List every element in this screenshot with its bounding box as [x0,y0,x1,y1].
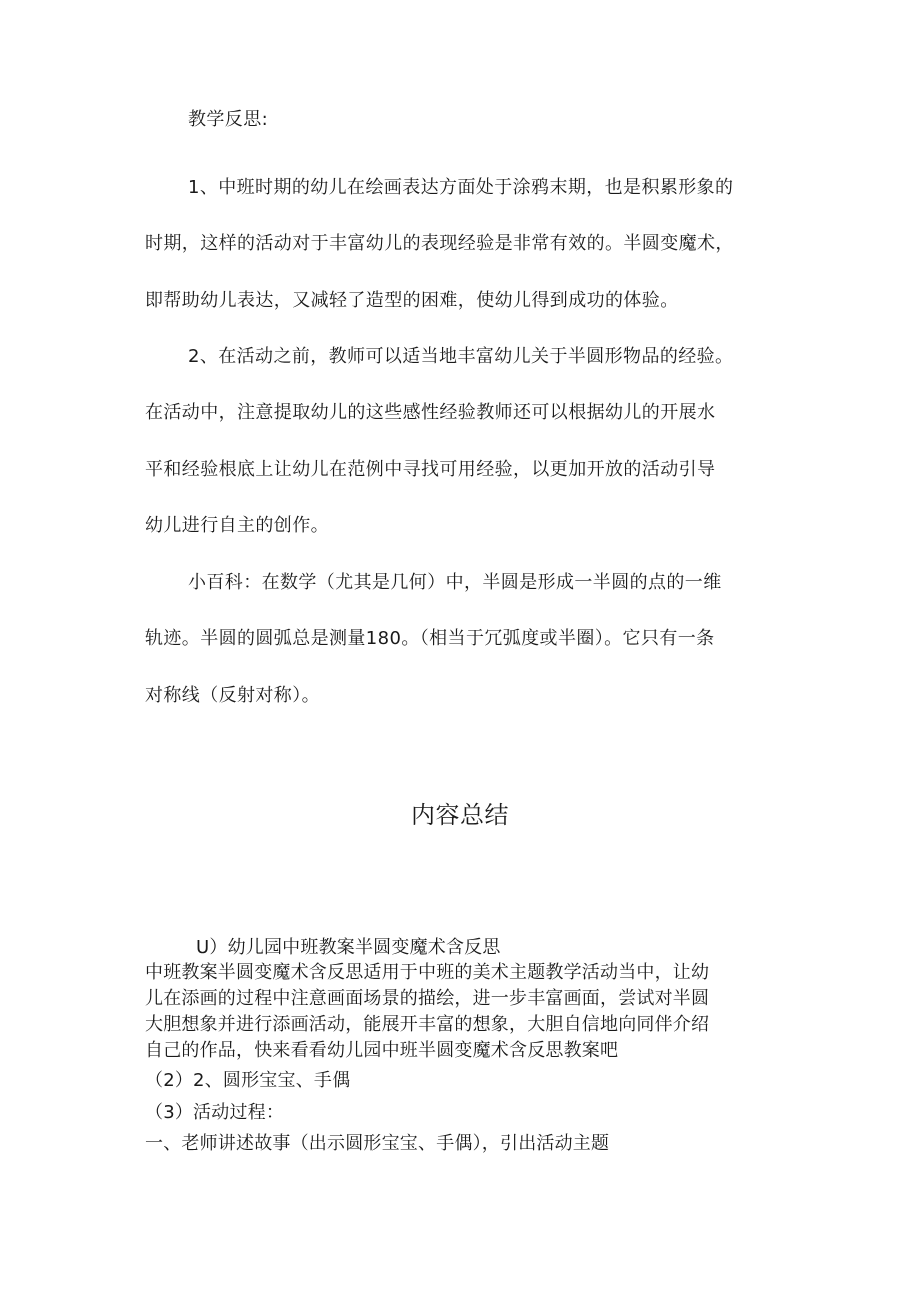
summary-line-8: 一、老师讲述故事（出示圆形宝宝、手偶），引出活动主题 [145,1133,610,1154]
reflection-line-1: 1、中班时期的幼儿在绘画表达方面处于涂鸦末期，也是积累形象的 [188,177,734,198]
summary-line-6: （2）2、圆形宝宝、手偶 [145,1070,351,1091]
reflection-line-5: 在活动中，注意提取幼儿的这些感性经验教师还可以根据幼儿的开展水 [145,402,716,423]
encyclopedia-line-3: 对称线（反射对称）。 [145,685,320,706]
reflection-line-7: 幼儿进行自主的创作。 [145,515,329,536]
reflection-title: 教学反思: [188,109,269,130]
summary-line-5: 自己的作品，快来看看幼儿园中班半圆变魔术含反思教案吧 [145,1040,619,1061]
summary-line-7: （3）活动过程： [145,1102,285,1123]
encyclopedia-line-1: 小百科：在数学（尤其是几何）中，半圆是形成一半圆的点的一维 [188,572,722,593]
summary-line-3: 儿在添画的过程中注意画面场景的描绘，进一步丰富画面，尝试对半圆 [145,988,710,1009]
summary-line-2: 中班教案半圆变魔术含反思适用于中班的美术主题教学活动当中，让幼 [145,962,710,983]
reflection-line-2: 时期，这样的活动对于丰富幼儿的表现经验是非常有效的。半圆变魔术， [145,233,734,254]
reflection-line-6: 平和经验根底上让幼儿在范例中寻找可用经验，以更加开放的活动引导 [145,459,716,480]
summary-line-1: U）幼儿园中班教案半圆变魔术含反思 [196,937,501,958]
summary-heading: 内容总结 [411,801,509,829]
reflection-line-4: 2、在活动之前，教师可以适当地丰富幼儿关于半圆形物品的经验。 [188,346,734,367]
reflection-line-3: 即帮助幼儿表达，又减轻了造型的困难，使幼儿得到成功的体验。 [145,290,679,311]
encyclopedia-line-2: 轨迹。半圆的圆弧总是测量180。（相当于冗弧度或半圈）。它只有一条 [145,628,715,649]
summary-line-4: 大胆想象并进行添画活动，能展开丰富的想象，大胆自信地向同伴介绍 [145,1014,710,1035]
